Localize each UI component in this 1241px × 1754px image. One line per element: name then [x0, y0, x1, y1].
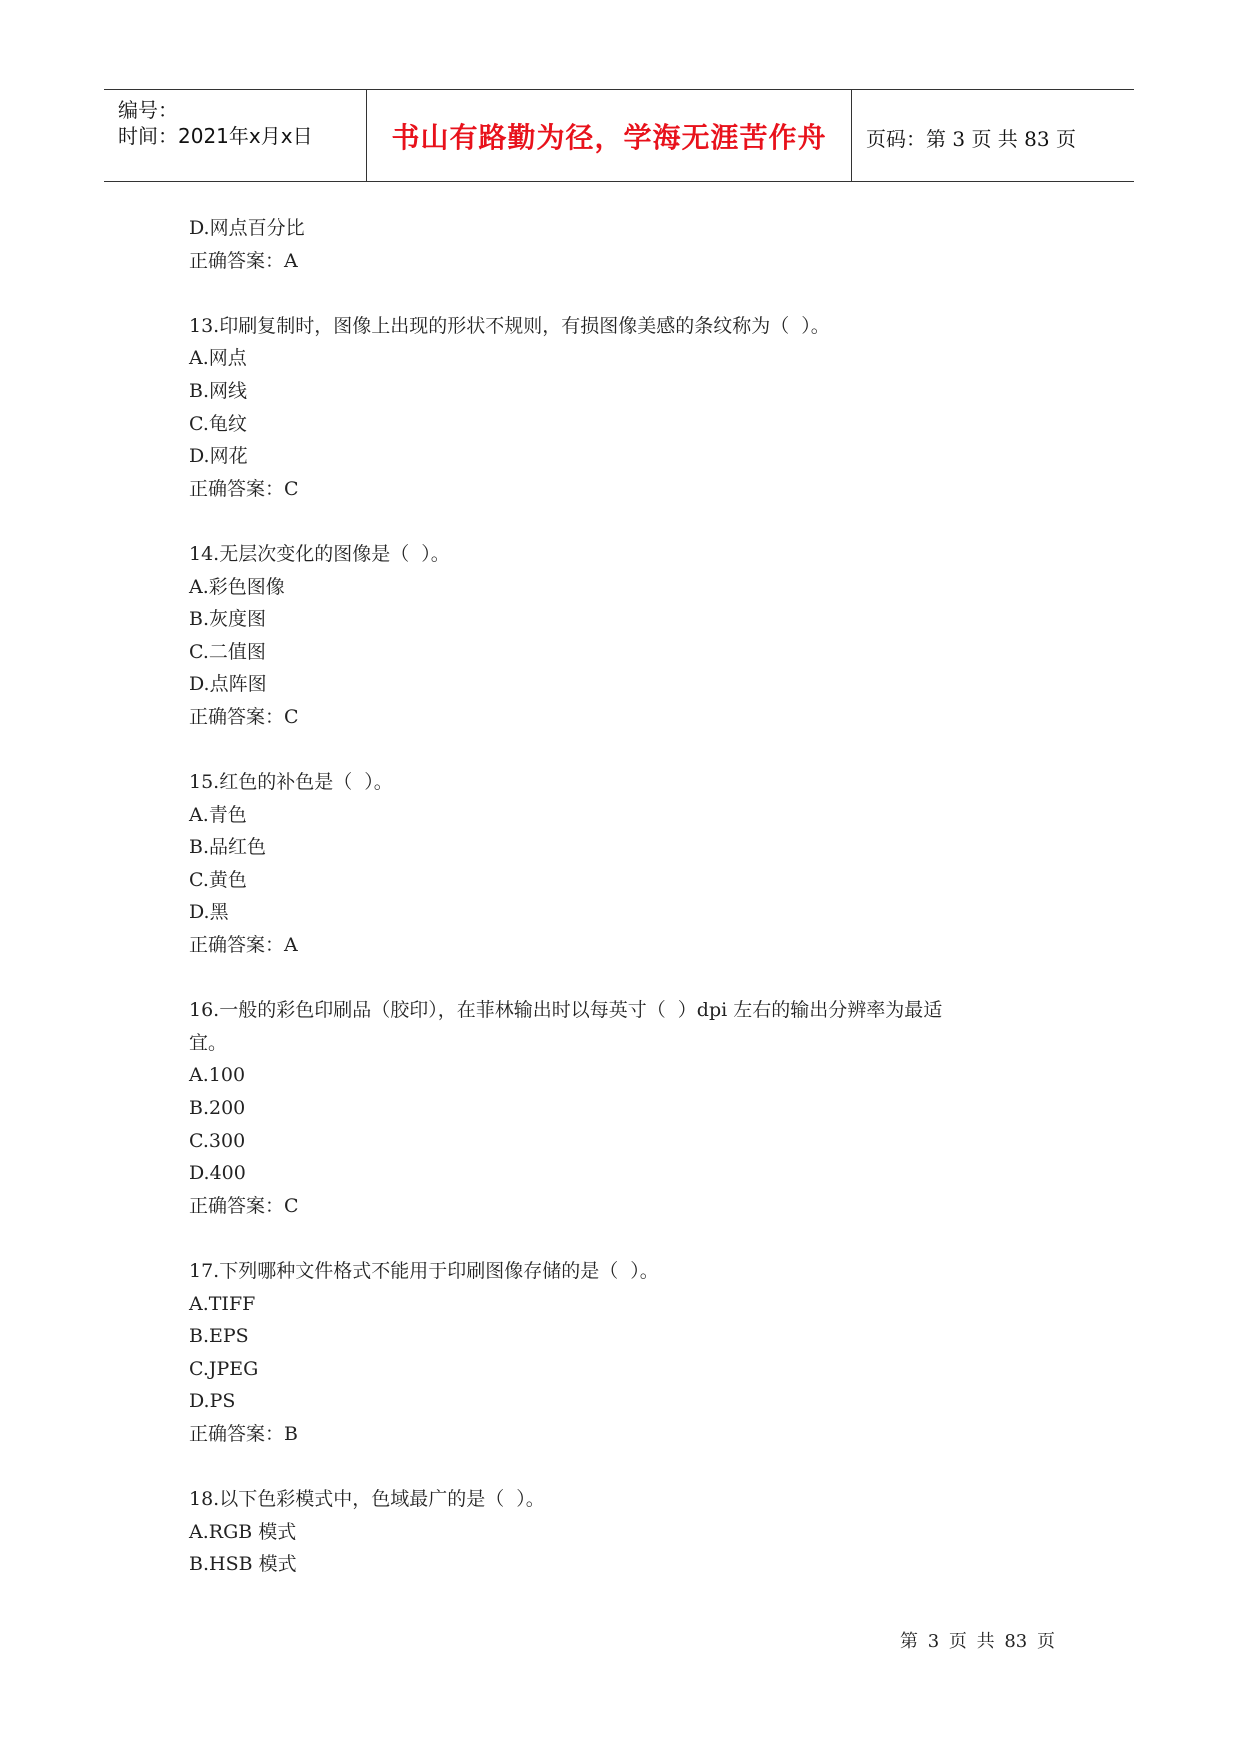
- answer-option: D.400: [189, 1162, 246, 1185]
- question-text: 16.一般的彩色印刷品（胶印），在菲林输出时以每英寸（ ）dpi 左右的输出分辨率为最适: [189, 999, 943, 1022]
- answer-option: C.黄色: [189, 868, 247, 891]
- spacer: [189, 734, 1069, 767]
- correct-answer: 正确答案：C: [189, 1194, 299, 1217]
- answer-option: A.RGB 模式: [189, 1520, 297, 1543]
- answer-option: A.青色: [189, 803, 247, 826]
- answer-option: D.点阵图: [189, 673, 267, 696]
- question-block: [189, 1222, 1069, 1450]
- answer-option: B.品红色: [189, 836, 267, 859]
- motto: 书山有路勤为径，学海无涯苦作舟: [391, 121, 827, 154]
- header-info-cell: [104, 90, 367, 181]
- answer-option: D.PS: [189, 1390, 236, 1413]
- question-text: 17.下列哪种文件格式不能用于印刷图像存储的是（ ）。: [189, 1260, 659, 1282]
- correct-answer: 正确答案：B: [189, 1422, 298, 1445]
- answer-option: B.200: [189, 1097, 246, 1120]
- question-text: 15.红色的补色是（ ）。: [189, 771, 393, 794]
- question-block: [189, 734, 1069, 962]
- spacer: [189, 962, 1069, 995]
- spacer: [189, 505, 1069, 538]
- answer-option: B.HSB 模式: [189, 1553, 297, 1576]
- question-block: [189, 505, 1069, 733]
- header-page-cell: [852, 90, 1134, 181]
- page-header: [104, 89, 1134, 182]
- correct-answer: 正确答案：A: [189, 934, 298, 957]
- correct-answer: 正确答案：C: [189, 477, 299, 500]
- correct-answer: 正确答案：C: [189, 705, 299, 728]
- question-block: [189, 962, 1069, 1223]
- answer-option: B.网线: [189, 379, 248, 402]
- question-block: [189, 1451, 1069, 1581]
- answer-option: D.网花: [189, 445, 248, 468]
- page-code: 页码：第 3 页 共 83 页: [866, 127, 1076, 151]
- document-body: [189, 212, 1069, 1581]
- answer-option: D.黑: [189, 901, 229, 924]
- question-text: 13.印刷复制时，图像上出现的形状不规则，有损图像美感的条纹称为（ ）。: [189, 314, 830, 337]
- question-list: [189, 277, 1069, 1581]
- answer-option: C.300: [189, 1129, 246, 1152]
- question-text: 18.以下色彩模式中，色域最广的是（ ）。: [189, 1488, 545, 1511]
- answer-option: A.网点: [189, 347, 247, 370]
- question-text: 14.无层次变化的图像是（ ）。: [189, 542, 450, 565]
- header-motto-cell: [367, 90, 852, 181]
- answer-option: C.JPEG: [189, 1357, 259, 1380]
- prev-option-d: D.网点百分比: [189, 217, 305, 239]
- question-text: 宜。: [189, 1031, 228, 1054]
- time-label: 时间：2021年x月x日: [118, 124, 313, 148]
- page-footer: 第 3 页 共 83 页: [900, 1631, 1055, 1652]
- prev-answer: 正确答案：A: [189, 249, 298, 272]
- spacer: [189, 1451, 1069, 1484]
- answer-option: C.龟纹: [189, 412, 247, 435]
- answer-option: C.二值图: [189, 640, 266, 663]
- answer-option: A.彩色图像: [189, 575, 285, 598]
- question-block: [189, 277, 1069, 505]
- number-label: 编号：: [118, 98, 178, 122]
- answer-option: B.EPS: [189, 1325, 249, 1348]
- answer-option: B.灰度图: [189, 608, 267, 631]
- spacer: [189, 277, 1069, 310]
- answer-option: A.TIFF: [189, 1292, 256, 1315]
- answer-option: A.100: [189, 1064, 246, 1087]
- spacer: [189, 1222, 1069, 1255]
